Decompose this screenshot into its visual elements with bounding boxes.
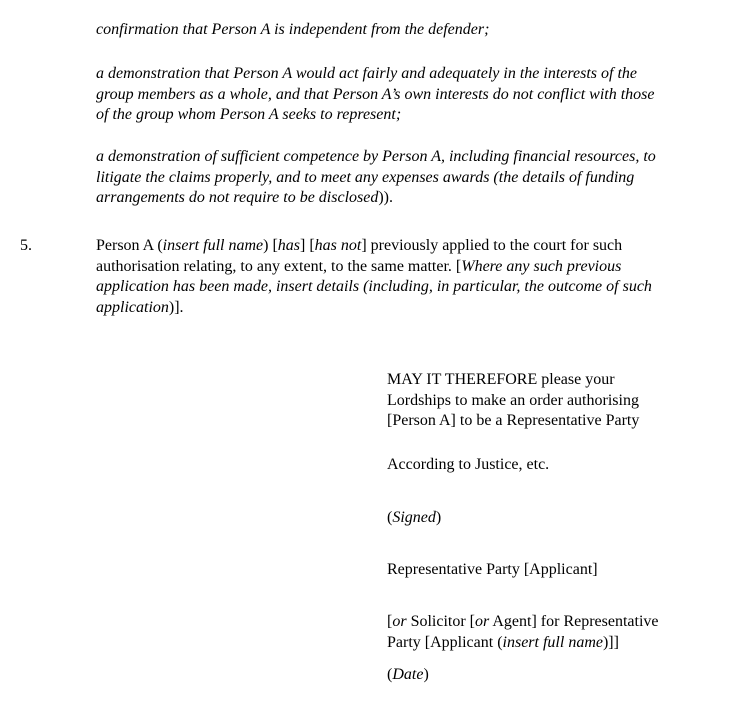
- text-run: application: [96, 298, 169, 316]
- paragraph-5-body: [96, 236, 721, 318]
- text-line: group members as a whole, and that Person A’s own interests do not conflict with those: [96, 85, 655, 103]
- solicitor-line: [387, 612, 717, 653]
- justice-line: According to Justice, etc.: [387, 456, 550, 473]
- text-run: Where any such previous: [461, 257, 622, 275]
- paragraph-number: 5.: [20, 237, 32, 254]
- text-run: [: [387, 613, 393, 630]
- text-run: ): [423, 666, 429, 683]
- text-run: ] previously applied to the court for such: [361, 237, 623, 254]
- text-run: insert full name: [502, 633, 603, 651]
- text-run: ): [435, 509, 442, 526]
- text-line: of the group whom Person A seeks to represent;: [96, 106, 402, 123]
- text-run: Date: [392, 666, 424, 683]
- representative-party-line: Representative Party [Applicant]: [387, 561, 598, 578]
- text-run: Solicitor [: [406, 613, 475, 630]
- text-line: a demonstration of sufficient competence by Person A, including financial resources, to: [96, 148, 656, 165]
- text-run: insert full name: [162, 237, 264, 254]
- text-run: authorisation relating, to any extent, to the same matter. [: [96, 257, 462, 275]
- text-line: MAY IT THEREFORE please your: [387, 371, 615, 388]
- text-line: litigate the claims properly, and to meet any expenses awards (the details of funding: [96, 168, 635, 186]
- text-line: [Person A] to be a Representative Party: [387, 412, 640, 429]
- text-run: )]]: [602, 633, 619, 651]
- text-run: )].: [168, 298, 184, 316]
- text-line: arrangements do not require to be disclosed: [96, 189, 379, 206]
- prayer-clause: [387, 370, 717, 432]
- text-run: Party [Applicant (: [387, 633, 503, 651]
- date-line: [387, 665, 717, 686]
- signed-line: [387, 508, 717, 529]
- text-run: ] [: [300, 237, 315, 254]
- list-item-fairness: [96, 64, 721, 126]
- text-line: a demonstration that Person A would act fairly and adequately in the interests of the: [96, 65, 637, 82]
- text-run: ) [: [263, 237, 278, 254]
- text-run: Agent] for Representative: [489, 613, 659, 630]
- text-run: (: [387, 509, 393, 526]
- closing-punctuation: )).: [378, 189, 393, 206]
- text-line: Lordships to make an order authorising: [387, 391, 639, 409]
- text-line: confirmation that Person A is independent from the defender;: [96, 21, 490, 38]
- text-run: Signed: [392, 509, 436, 526]
- text-run: Person A (: [96, 237, 163, 254]
- text-run: has: [277, 237, 300, 254]
- text-run: (: [387, 666, 393, 683]
- list-item-competence: [96, 147, 721, 209]
- text-run: or: [392, 613, 407, 630]
- text-line: application has been made, insert details (including, in particular, the outcome of such: [96, 278, 652, 295]
- list-item-independence: [96, 20, 721, 41]
- text-run: has not: [314, 237, 362, 254]
- text-run: or: [475, 613, 490, 630]
